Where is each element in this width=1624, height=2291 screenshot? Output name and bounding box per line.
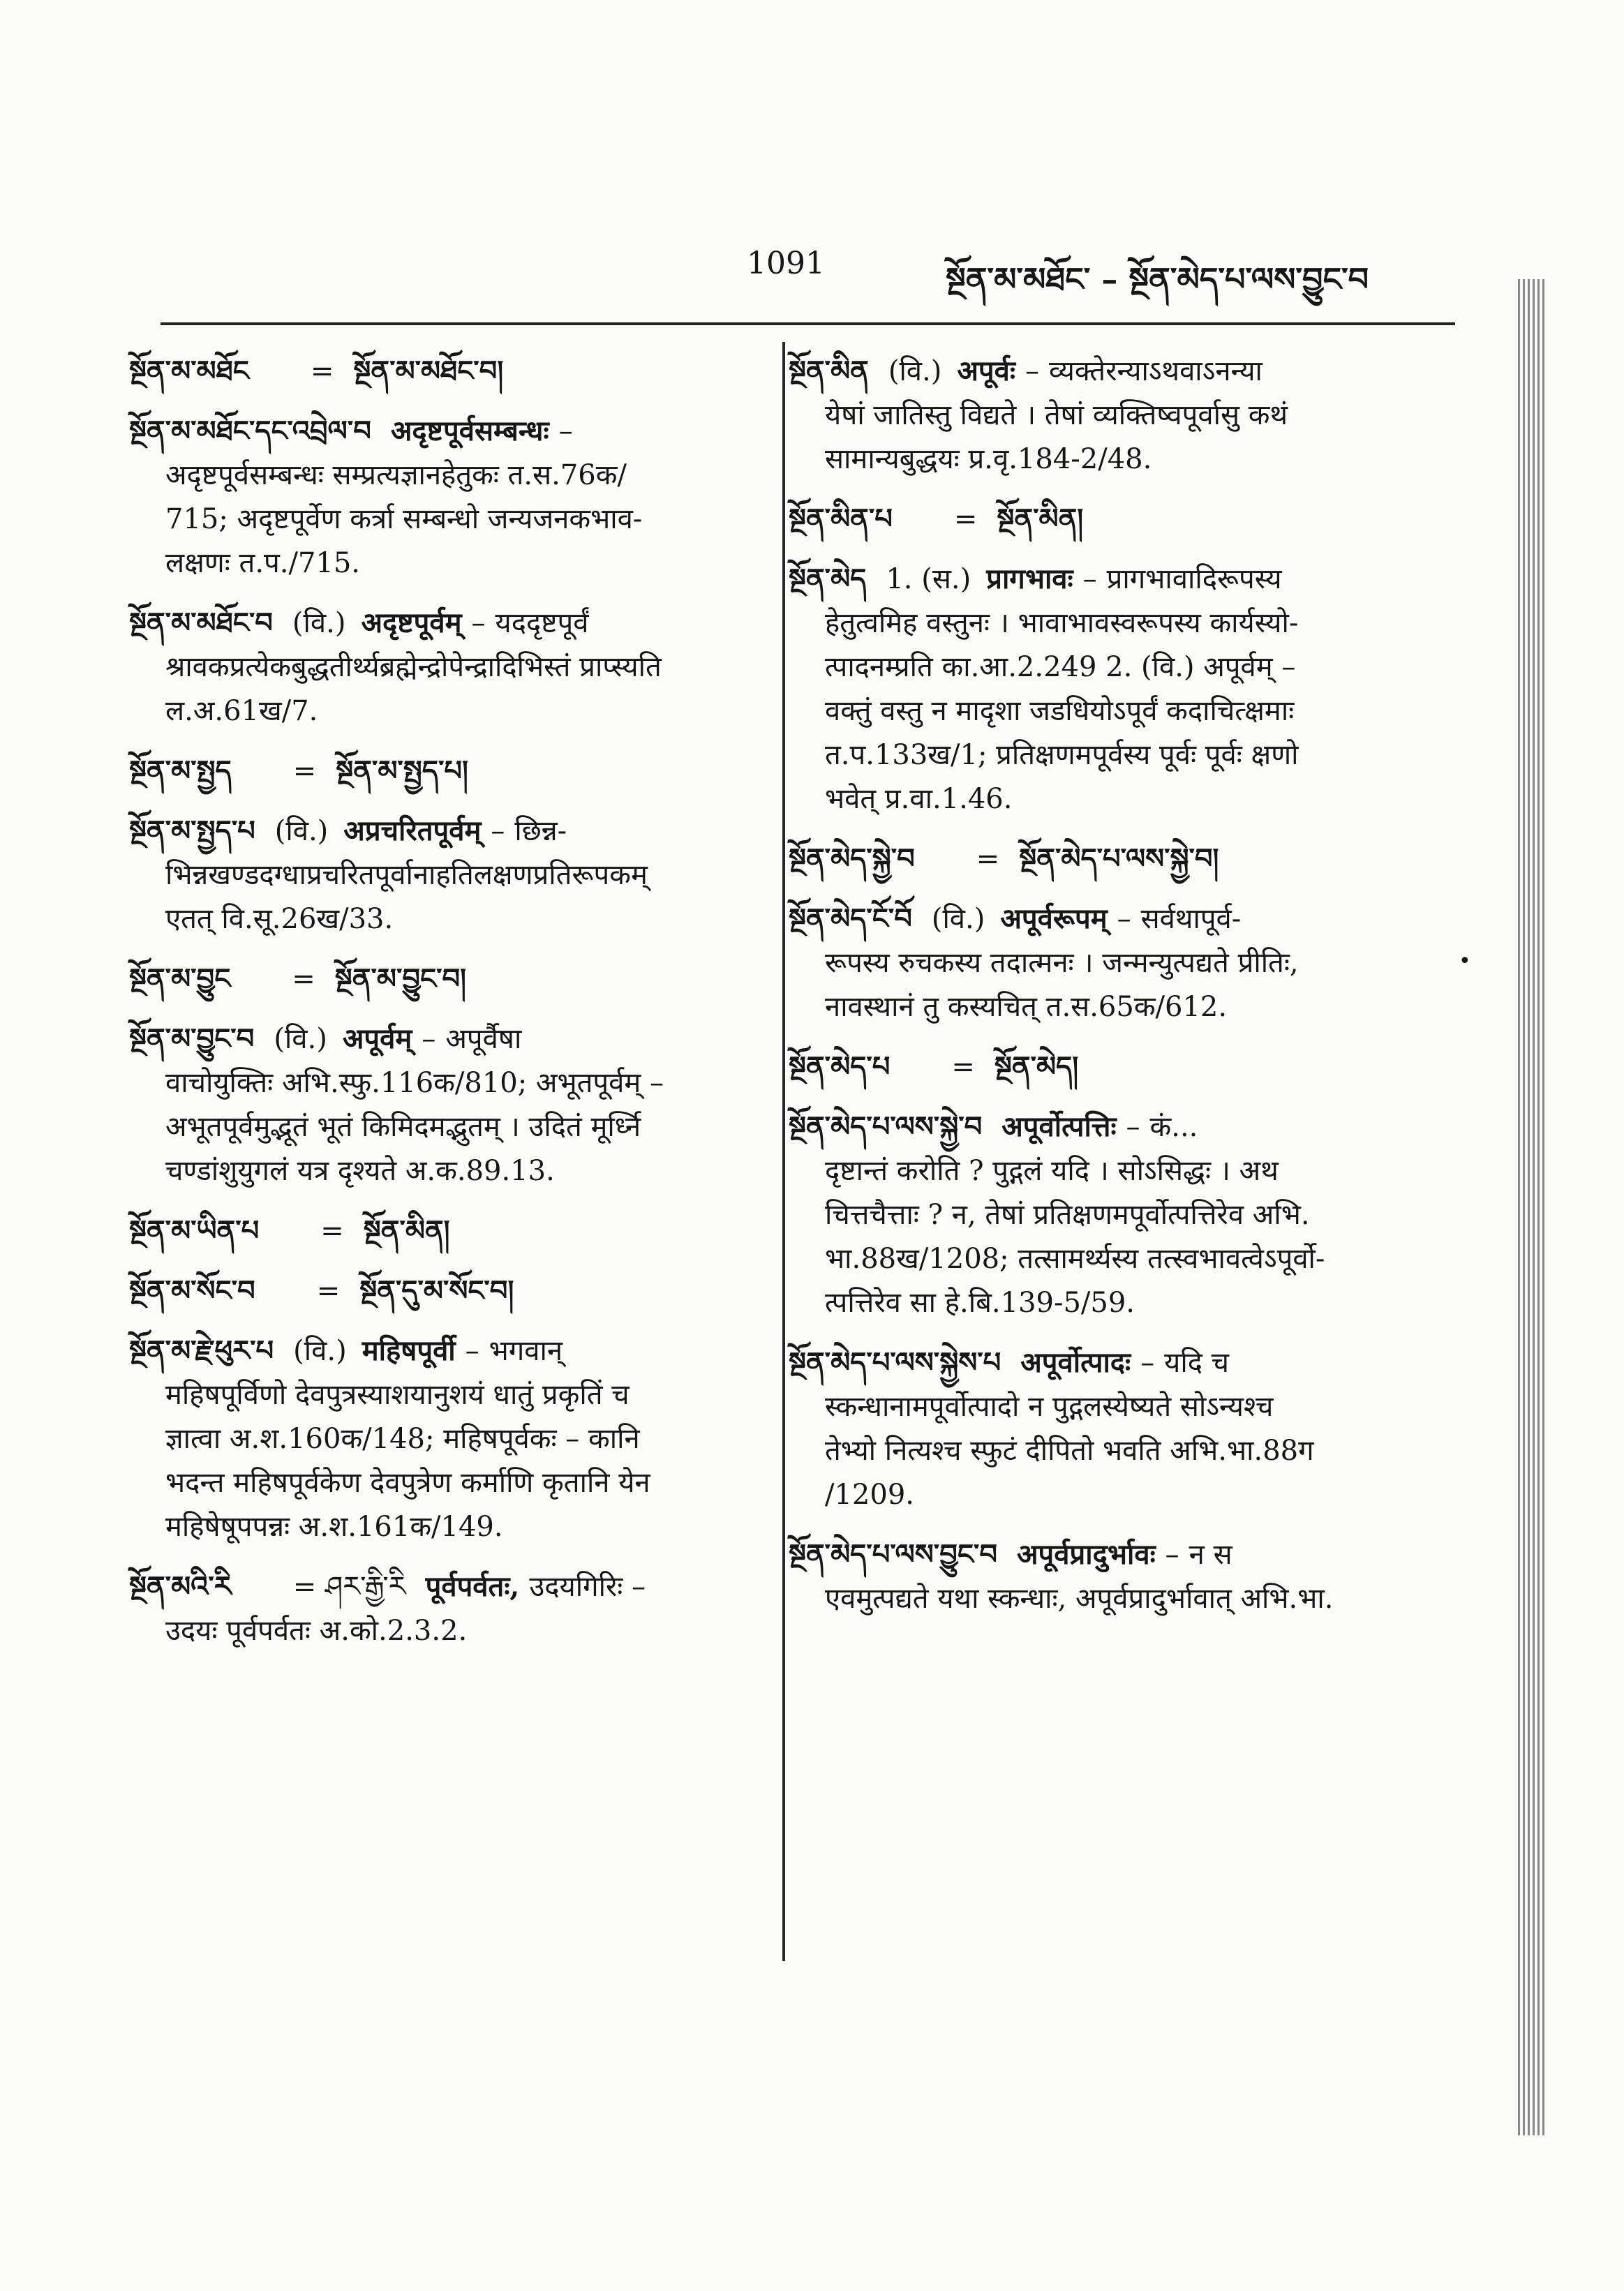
part-of-speech: (वि.): [274, 1023, 327, 1055]
citation-line: वक्तुं वस्तु न मादृशा जडधियोऽपूर्वं कदाचित्क्षमाः: [825, 695, 1295, 727]
tibetan-headword: སྔོན་མ་མཐོང་དང་འབྲེལ་བ: [129, 415, 371, 447]
sanskrit-equivalent: अपूर्वरूपम्: [1000, 902, 1108, 935]
dictionary-entry: [789, 349, 1438, 482]
entry-head-line: [129, 1017, 761, 1061]
cross-reference-sign: =: [316, 1275, 341, 1307]
citation-lead: भगवान्: [489, 1335, 563, 1367]
binding-edge: [1518, 279, 1546, 2135]
tibetan-headword: སྔོན་མེད་ངོ་བོ: [789, 902, 912, 935]
citation-line: लक्षणः त.प./715.: [165, 547, 361, 579]
citation-line: 715; अदृष्टपूर्वेण कर्त्रा सम्बन्धो जन्यजनकभाव-: [165, 503, 643, 535]
dictionary-entry: [129, 349, 761, 394]
definition-dash: –: [1126, 1111, 1140, 1143]
entry-head-line: [129, 809, 761, 853]
citation-line: वाचोयुक्तिः अभि.स्फु.116क/810; अभूतपूर्वम् –: [165, 1067, 664, 1099]
definition-dash: –: [422, 1023, 436, 1055]
part-of-speech: (वि.): [292, 607, 346, 639]
citation-line: भदन्त महिषपूर्वकेण देवपुत्रेण कर्माणि कृतानि येन: [165, 1467, 650, 1499]
entry-head-line: [789, 349, 1438, 394]
dictionary-entry: [789, 1105, 1438, 1325]
sanskrit-equivalent: अपूर्वोत्पत्तिः: [1001, 1110, 1117, 1143]
tibetan-headword: སྔོན་མེད་སྐྱེ་བ: [789, 842, 915, 875]
dictionary-entry: [789, 497, 1438, 542]
dictionary-entry: [129, 1017, 761, 1193]
tibetan-headword: སྔོན་མེད: [789, 562, 867, 595]
tibetan-headword: སྔོན་མེད་པ་ལས་སྐྱེས་པ: [789, 1346, 1001, 1379]
dictionary-entry: [789, 1532, 1438, 1621]
citation-lead: अपूर्वैषा: [445, 1023, 522, 1055]
cross-reference-target: སྔོན་མིན།: [997, 502, 1084, 535]
citation-lead: सर्वथापूर्व-: [1140, 903, 1242, 935]
citation-line: त्पत्तिरेव सा हे.बि.139-5/59.: [825, 1287, 1135, 1319]
entry-head-line: [129, 409, 761, 454]
sanskrit-equivalent: अदृष्टपूर्वसम्बन्धः: [390, 415, 549, 447]
citation-line: श्रावकप्रत्येकबुद्धतीर्थ्यब्रह्मेन्द्रोपेन्द्रादिभिस्तं प्राप्स्यति: [165, 651, 662, 683]
cross-reference-sign: =: [953, 503, 978, 535]
definition-dash: –: [558, 415, 573, 447]
entry-head-line: [129, 749, 761, 793]
stray-dot: •: [1459, 949, 1471, 973]
sanskrit-equivalent: अपूर्वोत्पादः: [1020, 1346, 1131, 1379]
cross-reference-sign: = ཤར་རྒྱི་རི: [292, 1571, 406, 1603]
citation-line: त.प.133ख/1; प्रतिक्षणमपूर्वस्य पूर्वः पूर्वः क्षणो: [825, 739, 1299, 771]
citation-line: /1209.: [825, 1479, 914, 1511]
cross-reference-sign: =: [320, 1215, 344, 1247]
right-column: [789, 349, 1438, 1636]
citation-line: महिषेषूपपन्नः अ.श.161क/149.: [165, 1511, 503, 1543]
tibetan-headword: སྔོན་མ་མཐོང་བ: [129, 606, 273, 639]
entry-head-line: [129, 1565, 761, 1609]
citation-lead: व्यक्तेरन्याऽथवाऽनन्या: [1048, 355, 1262, 387]
tibetan-headword: སྔོན་མིན་པ: [789, 502, 893, 535]
definition-dash: –: [1165, 1539, 1179, 1571]
dictionary-entry: [129, 957, 761, 1001]
citation-line: त्पादनम्प्रति का.आ.2.249 2. (वि.) अपूर्वम् –: [825, 651, 1296, 683]
dictionary-entry: [789, 837, 1438, 881]
dictionary-entry: [129, 1329, 761, 1549]
tibetan-headword: སྔོན་མ་ཡིན་པ: [129, 1214, 260, 1247]
cross-reference-target: སྔོན་མིན།: [363, 1214, 450, 1247]
sanskrit-equivalent: अपूर्वम्: [342, 1022, 412, 1055]
citation-line: तेभ्यो नित्यश्च स्फुटं दीपितो भवति अभि.भा.88ग: [825, 1435, 1314, 1467]
dictionary-entry: [129, 1269, 761, 1313]
entry-head-line: [789, 897, 1438, 941]
dictionary-entry: [789, 557, 1438, 821]
citation-line: अदृष्टपूर्वसम्बन्धः सम्प्रत्यज्ञानहेतुकः त.स.76क/: [165, 459, 627, 491]
sanskrit-equivalent: प्रागभावः: [986, 562, 1073, 595]
entry-head-line: [129, 349, 761, 394]
citation-line: चित्तचैत्ताः ? न, तेषां प्रतिक्षणमपूर्वोत्पत्तिरेव अभि.: [825, 1199, 1310, 1231]
part-of-speech: (वि.): [888, 355, 942, 387]
citation-lead: उदयगिरिः –: [529, 1571, 646, 1603]
citation-line: भा.88ख/1208; तत्सामर्थ्यस्य तत्स्वभावत्वेऽपूर्वो-: [825, 1243, 1325, 1275]
citation-lead: यदि च: [1164, 1347, 1230, 1379]
sanskrit-equivalent: अदृष्टपूर्वम्: [361, 606, 462, 639]
cross-reference-sign: =: [951, 1051, 975, 1083]
header-rule: [161, 322, 1455, 325]
dictionary-entry: [789, 897, 1438, 1029]
tibetan-headword: སྔོན་མ་མཐོང: [129, 355, 249, 387]
citation-line: दृष्टान्तं करोति ? पुद्गलं यदि । सोऽसिद्धः । अथ: [825, 1155, 1279, 1187]
cross-reference-target: སྔོན་དུ་མ་སོང་བ།: [359, 1274, 514, 1307]
dictionary-entry: [129, 809, 761, 941]
entry-head-line: [789, 837, 1438, 881]
definition-dash: –: [471, 607, 486, 639]
entry-head-line: [129, 1209, 761, 1253]
citation-line: स्कन्धानामपूर्वोत्पादो न पुद्गलस्येष्यते सोऽन्यश्च: [825, 1391, 1274, 1423]
tibetan-headword: སྔོན་མ་སྤྱད: [129, 754, 232, 787]
entry-head-line: [789, 1341, 1438, 1385]
part-of-speech: (वि.): [293, 1335, 347, 1367]
tibetan-headword: སྔོན་མིན: [789, 355, 869, 387]
entry-head-line: [789, 557, 1438, 602]
running-head: སྔོན་མ་མཐོང་ – སྔོན་མེད་པ་ལས་བྱུང་བ: [946, 260, 1369, 298]
tibetan-headword: སྔོན་མེད་པ་ལས་བྱུང་བ: [789, 1538, 997, 1571]
dictionary-entry: [789, 1341, 1438, 1517]
entry-head-line: [129, 957, 761, 1001]
cross-reference-sign: =: [292, 963, 315, 995]
citation-lead: कं...: [1149, 1111, 1198, 1143]
definition-dash: –: [1140, 1347, 1155, 1379]
left-column: [129, 349, 761, 1669]
column-divider: [782, 342, 785, 1961]
definition-dash: –: [491, 815, 505, 847]
sanskrit-equivalent: अपूर्वः: [957, 355, 1015, 387]
dictionary-entry: [129, 601, 761, 733]
citation-line: उदयः पूर्वपर्वतः अ.को.2.3.2.: [165, 1615, 468, 1647]
cross-reference-target: སྔོན་མ་མཐོང་བ།: [353, 355, 504, 387]
tibetan-headword: སྔོན་མ་བྱུང: [129, 962, 231, 995]
citation-line: सामान्यबुद्धयः प्र.वृ.184-2/48.: [825, 443, 1152, 475]
sanskrit-equivalent: पूर्वपर्वतः,: [425, 1570, 520, 1603]
tibetan-headword: སྔོན་མེད་པ: [789, 1050, 891, 1083]
dictionary-entry: [129, 1565, 761, 1653]
part-of-speech: (वि.): [274, 815, 329, 847]
definition-dash: –: [1025, 355, 1039, 387]
dictionary-entry: [129, 409, 761, 585]
citation-line: भिन्नखण्डदग्धाप्रचरितपूर्वानाहतिलक्षणप्रतिरूपकम्: [165, 859, 648, 891]
citation-line: अभूतपूर्वमुद्भूतं भूतं किमिदमद्भुतम् । उदितं मूर्ध्नि: [165, 1111, 641, 1143]
entry-head-line: [789, 1532, 1438, 1577]
tibetan-headword: སྔོན་མའི་རི: [129, 1570, 232, 1603]
tibetan-headword: སྔོན་མ་སོང་བ: [129, 1274, 255, 1307]
citation-line: एतत् वि.सू.26ख/33.: [165, 903, 394, 935]
citation-line: येषां जातिस्तु विद्यते । तेषां व्यक्तिष्वपूर्वासु कथं: [825, 399, 1288, 431]
dictionary-entry: [129, 1209, 761, 1253]
tibetan-headword: སྔོན་མེད་པ་ལས་སྐྱེ་བ: [789, 1110, 983, 1143]
cross-reference-target: སྔོན་མ་སྤྱད་པ།: [336, 754, 468, 787]
cross-reference-target: སྔོན་མ་བྱུང་བ།: [334, 962, 466, 995]
entry-head-line: [789, 1045, 1438, 1089]
definition-dash: –: [465, 1335, 479, 1367]
dictionary-entry: [129, 749, 761, 793]
citation-lead: यददृष्टपूर्वं: [495, 607, 589, 639]
citation-line: ज्ञात्वा अ.श.160क/148; महिषपूर्वकः – कानि: [165, 1423, 640, 1455]
part-of-speech: 1. (स.): [886, 563, 971, 595]
citation-line: ल.अ.61ख/7.: [165, 695, 318, 727]
citation-line: एवमुत्पद्यते यथा स्कन्धाः, अपूर्वप्रादुर्भावात् अभि.भा.: [825, 1583, 1334, 1615]
entry-head-line: [789, 1105, 1438, 1149]
tibetan-headword: སྔོན་མ་སྤྱད་པ: [129, 814, 255, 847]
entry-head-line: [129, 1269, 761, 1313]
part-of-speech: (वि.): [931, 903, 985, 935]
tibetan-headword: སྔོན་མ་རྗེ་ཕུར་པ: [129, 1334, 274, 1367]
cross-reference-sign: =: [292, 755, 317, 787]
citation-line: महिषपूर्विणो देवपुत्रस्याशयानुशयं धातुं प्रकृतिं च: [165, 1379, 630, 1411]
definition-dash: –: [1082, 563, 1097, 595]
citation-lead: प्रागभावादिरूपस्य: [1106, 563, 1282, 595]
citation-line: चण्डांशुयुगलं यत्र दृश्यते अ.क.89.13.: [165, 1155, 555, 1187]
citation-lead: न स: [1189, 1539, 1232, 1571]
citation-line: रूपस्य रुचकस्य तदात्मनः । जन्मन्युत्पद्यते प्रीतिः,: [825, 947, 1299, 979]
sanskrit-equivalent: अप्रचरितपूर्वम्: [343, 814, 482, 847]
dictionary-entry: [789, 1045, 1438, 1089]
sanskrit-equivalent: महिषपूर्वी: [362, 1334, 456, 1367]
citation-line: हेतुत्वमिह वस्तुनः । भावाभावस्वरूपस्य कार्यस्यो-: [825, 607, 1299, 639]
cross-reference-target: སྔོན་མེད།: [994, 1050, 1079, 1083]
citation-lead: छिन्न-: [514, 815, 567, 847]
cross-reference-sign: =: [310, 355, 334, 387]
tibetan-headword: སྔོན་མ་བྱུང་བ: [129, 1022, 255, 1055]
definition-dash: –: [1117, 903, 1131, 935]
cross-reference-target: སྔོན་མེད་པ་ལས་སྐྱེ་བ།: [1019, 842, 1219, 875]
cross-reference-sign: =: [976, 843, 1000, 875]
entry-head-line: [789, 497, 1438, 542]
page-number: 1091: [747, 246, 825, 281]
sanskrit-equivalent: अपूर्वप्रादुर्भावः: [1016, 1538, 1156, 1571]
entry-head-line: [129, 1329, 761, 1373]
entry-head-line: [129, 601, 761, 645]
citation-line: नावस्थानं तु कस्यचित् त.स.65क/612.: [825, 991, 1228, 1023]
citation-line: भवेत् प्र.वा.1.46.: [825, 783, 1013, 815]
